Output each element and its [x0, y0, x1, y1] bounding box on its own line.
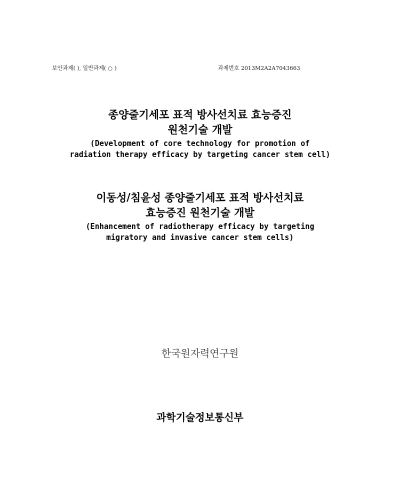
- project-number: 과제번호 2013M2A2A7043663: [218, 66, 301, 72]
- project-title-korean-line-2: 원천기술 개발: [167, 124, 233, 136]
- security-classification: 보안과제( ), 일반과제( ○ ): [52, 66, 117, 72]
- ministry-name: 과학기술정보통신부: [156, 413, 244, 424]
- subproject-title-english: [50, 221, 350, 243]
- project-title-korean: [50, 108, 350, 138]
- subproject-title-english-line-1: (Enhancement of radiotherapy efficacy by targeting: [85, 222, 315, 231]
- subproject-title-korean-line-2: 효능증진 원천기술 개발: [145, 207, 255, 219]
- subproject-title-english-line-2: migratory and invasive cancer stem cells): [106, 233, 294, 242]
- project-title-english-line-2: radiation therapy efficacy by targeting cancer stem cell): [69, 150, 331, 159]
- subproject-title-korean-line-1: 이동성/침윤성 종양줄기세포 표적 방사선치료: [96, 192, 304, 204]
- subproject-title-korean: [50, 191, 350, 221]
- institute-name: 한국원자력연구원: [161, 349, 239, 360]
- project-title-korean-line-1: 종양줄기세포 표적 방사선치료 효능증진: [108, 109, 292, 121]
- project-title-english-line-1: (Development of core technology for promotion of: [90, 139, 310, 148]
- project-title-english: [50, 138, 350, 160]
